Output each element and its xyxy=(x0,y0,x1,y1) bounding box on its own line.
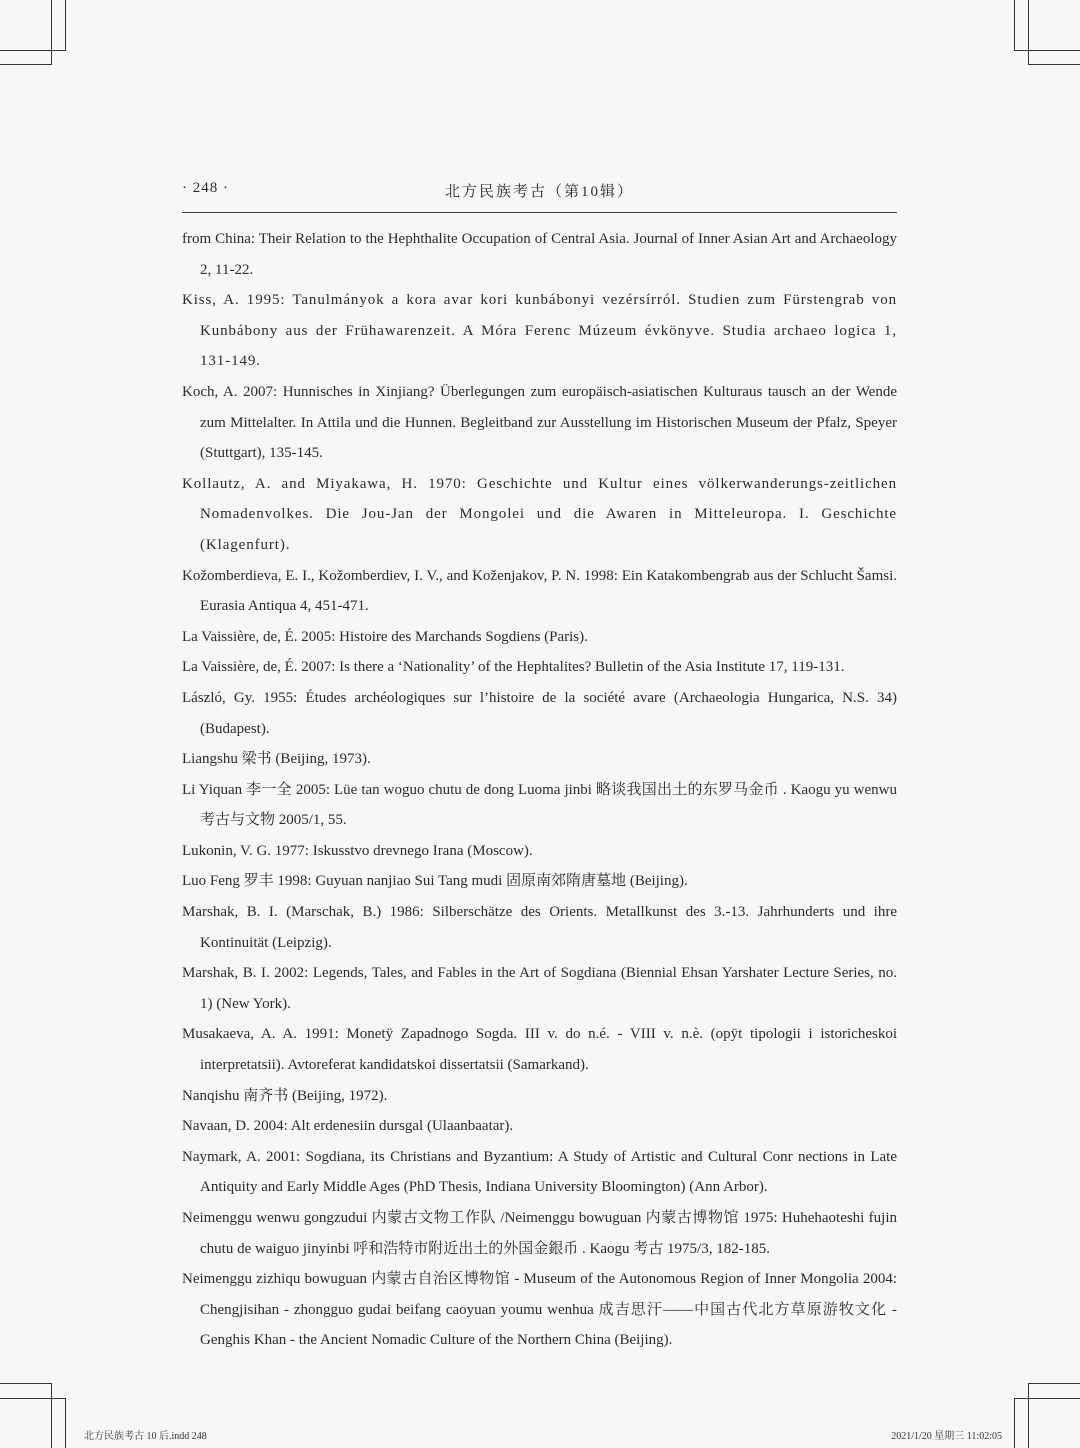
reference-entry: Kollautz, A. and Miyakawa, H. 1970: Geschichte und Kultur eines völkerwanderungs-zeitlichen Nomadenvolkes. Die Jou-Jan der Mongolei und die Awaren in Mitteleuropa. I. Geschichte (Klagenfurt). xyxy=(182,475,897,553)
reference-entry: Marshak, B. I. 2002: Legends, Tales, and Fables in the Art of Sogdiana (Biennial Ehsan Yarshater Lecture Series, no. 1) (New York). xyxy=(182,965,897,1012)
reference-entry: La Vaissière, de, É. 2005: Histoire des Marchands Sogdiens (Paris). xyxy=(182,628,588,645)
crop-mark-bottom-right-inner-horizontal xyxy=(1014,1398,1080,1399)
crop-mark-top-left-horizontal xyxy=(0,64,52,65)
crop-mark-top-right-vertical xyxy=(1028,0,1029,65)
reference-entry: Nanqishu 南齐书 (Beijing, 1972). xyxy=(182,1087,388,1104)
reference-entry: Naymark, A. 2001: Sogdiana, its Christians and Byzantium: A Study of Artistic and Cultural Conr nections in Late Antiquity and Early Middle Ages (PhD Thesis, Indiana University Bloomington) (Ann Arbor). xyxy=(182,1148,897,1196)
crop-mark-bottom-right-horizontal xyxy=(1028,1383,1080,1384)
crop-mark-bottom-right-inner-vertical xyxy=(1014,1398,1015,1448)
crop-mark-top-right-horizontal xyxy=(1028,64,1080,65)
crop-mark-bottom-right-vertical xyxy=(1028,1383,1029,1448)
reference-entry: Kiss, A. 1995: Tanulmányok a kora avar kori kunbábonyi vezérsírról. Studien zum Fürstengrab von Kunbábony aus der Frühawarenzeit. A Móra Ferenc Múzeum évkönyve. Studia archaeo logica 1, 131-149. xyxy=(182,292,897,370)
reference-entry: Luo Feng 罗丰 1998: Guyuan nanjiao Sui Tang mudi 固原南郊隋唐墓地 (Beijing). xyxy=(182,873,688,890)
reference-entry: Musakaeva, A. A. 1991: Monetÿ Zapadnogo Sogda. III v. do n.é. - VIII v. n.è. (opÿt tipologii i istoricheskoi interpretatsii). Avtoreferat kandidatskoi dissertatsii (Samarkand). xyxy=(182,1026,897,1074)
reference-entry: Li Yiquan 李一全 2005: Lüe tan woguo chutu de dong Luoma jinbi 略谈我国出土的东罗马金币 . Kaogu yu wenwu 考古与文物 2005/1, 55. xyxy=(182,781,897,829)
crop-mark-top-left-inner-horizontal xyxy=(0,50,66,51)
reference-entry: La Vaissière, de, É. 2007: Is there a ‘Nationality’ of the Hephtalites? Bulletin of the Asia Institute 17, 119-131. xyxy=(182,659,845,676)
reference-entry: Neimenggu zizhiqu bowuguan 内蒙古自治区博物馆 - Museum of the Autonomous Region of Inner Mongolia 2004: Chengjisihan - zhongguo gudai beifang caoyuan youmu wenhua 成吉思汗——中国古代北方草原游牧文化 - Genghis Khan - the Ancient Nomadic Culture of the Northern China (Beijing). xyxy=(182,1271,897,1349)
crop-mark-bottom-left-horizontal xyxy=(0,1383,52,1384)
running-title: 北方民族考古（第10辑） xyxy=(444,184,634,200)
crop-mark-top-right-inner-vertical xyxy=(1014,0,1015,50)
crop-mark-top-right-inner-horizontal xyxy=(1014,50,1080,51)
crop-mark-top-left-inner-vertical xyxy=(65,0,66,50)
date-slug: 2021/1/20 星期三 11:02:05 xyxy=(891,1431,1002,1442)
reference-list xyxy=(182,224,897,1356)
reference-entry: László, Gy. 1955: Études archéologiques sur l’histoire de la société avare (Archaeologia Hungarica, N.S. 34) (Budapest). xyxy=(182,689,897,737)
reference-entry: Kožomberdieva, E. I., Kožomberdiev, I. V., and Koženjakov, P. N. 1998: Ein Katakombengrab aus der Schlucht Šamsi. Eurasia Antiqua 4, 451-471. xyxy=(182,567,897,615)
reference-entry: Liangshu 梁书 (Beijing, 1973). xyxy=(182,751,371,768)
reference-entry: Lukonin, V. G. 1977: Iskusstvo drevnego Irana (Moscow). xyxy=(182,842,533,859)
crop-mark-bottom-left-inner-vertical xyxy=(65,1398,66,1448)
reference-entry: from China: Their Relation to the Hephthalite Occupation of Central Asia. Journal of Inner Asian Art and Archaeology 2, 11-22. xyxy=(182,231,897,278)
reference-entry: Neimenggu wenwu gongzudui 内蒙古文物工作队 /Neimenggu bowuguan 内蒙古博物馆 1975: Huhehaoteshi fujin chutu de waiguo jinyinbi 呼和浩特市附近出土的外国金銀币 . Kaogu 考古 1975/3, 182-185. xyxy=(182,1210,897,1257)
reference-entry: Koch, A. 2007: Hunnisches in Xinjiang? Überlegungen zum europäisch-asiatischen Kulturaus tausch an der Wende zum Mittelalter. In Attila und die Hunnen. Begleitband zur Ausstellung im Historischen Museum der Pfalz, Speyer (Stuttgart), 135-145. xyxy=(182,383,897,462)
file-slug: 北方民族考古 10 后.indd 248 xyxy=(84,1431,207,1442)
page-number: · 248 · xyxy=(182,180,229,196)
reference-entry: Marshak, B. I. (Marschak, B.) 1986: Silberschätze des Orients. Metallkunst des 3.-13. Jahrhunderts und ihre Kontinuität (Leipzig). xyxy=(182,904,897,951)
crop-mark-top-left-vertical xyxy=(51,0,52,65)
crop-mark-bottom-left-vertical xyxy=(51,1383,52,1448)
crop-mark-bottom-left-inner-horizontal xyxy=(0,1398,66,1399)
reference-entry: Navaan, D. 2004: Alt erdenesiin dursgal (Ulaanbaatar). xyxy=(182,1118,514,1135)
page-header xyxy=(182,178,897,213)
